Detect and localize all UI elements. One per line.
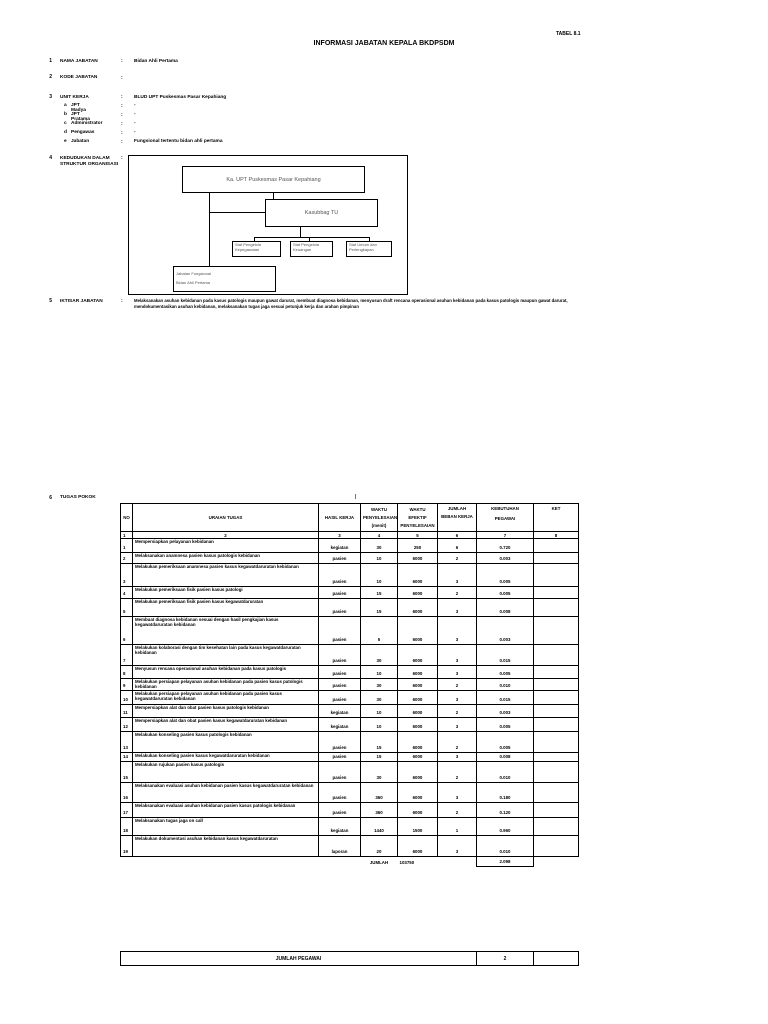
row-hasil: kegiatan <box>319 818 361 836</box>
row-kebutuhan: 0.010 <box>477 679 534 691</box>
unit-kerja-value: BLUD UPT Puskesmas Pasar Kepahiang <box>134 95 227 100</box>
row-jumlah: 2 <box>438 587 477 599</box>
jumlah-pegawai-label: JUMLAH PEGAWAI <box>121 952 477 966</box>
tugas-table <box>120 503 579 867</box>
row-jumlah: 2 <box>438 679 477 691</box>
row-jumlah: 3 <box>438 691 477 705</box>
row-efektif: 6000 <box>398 732 438 753</box>
header-jumlah-1: JUMLAH <box>447 506 467 511</box>
row-waktu: 10 <box>361 705 398 718</box>
row-ket <box>534 553 579 564</box>
row-kebutuhan: 0.960 <box>477 818 534 836</box>
row-waktu: 30 <box>361 645 398 666</box>
row-uraian: Mempersiapkan alat dan obat pasien kasus kegawatdaruratan kebidanan <box>133 718 319 732</box>
row-uraian: Melakukan konseling pasien kasus patologis kebidanan <box>133 732 319 753</box>
row-kebutuhan: 0.005 <box>477 718 534 732</box>
row-uraian: Menyusun rencana operasional asuhan kebidanan pada kasus patologis <box>133 666 319 679</box>
row-hasil: pasien <box>319 666 361 679</box>
row-waktu: 10 <box>361 564 398 587</box>
item-number: 1 <box>49 58 52 64</box>
row-no: 5 <box>121 599 133 617</box>
tabel-code: TABEL 8.1 <box>556 31 581 37</box>
header-kebutuhan-2: PEGAWAI <box>494 516 516 521</box>
header-waktu-2: PENYELESAIAN <box>363 515 398 520</box>
sub-letter: b <box>64 112 67 117</box>
row-waktu: 15 <box>361 587 398 599</box>
row-uraian: Melaksanakan tugas jaga on call <box>133 818 319 836</box>
row-ket <box>534 679 579 691</box>
colon: : <box>121 139 123 145</box>
org-box-ka-upt: Ka. UPT Puskesmas Pasar Kepahiang <box>182 166 365 193</box>
jumlah-pegawai-table <box>120 951 579 966</box>
sub-value: Fungsional tertentu bidan ahli pertama <box>134 139 223 144</box>
row-hasil: pasien <box>319 587 361 599</box>
total-efektif: 103750 <box>399 859 415 865</box>
row-uraian: Melakukan konseling pasien kasus kegawatdaruratan kebidanan <box>133 753 319 762</box>
row-uraian: Mempersiapkan alat dan obat pasien kasus patologis kebidanan <box>133 705 319 718</box>
table-row <box>121 599 579 617</box>
header-jumlah <box>438 504 477 532</box>
row-efektif: 6000 <box>398 718 438 732</box>
row-jumlah: 3 <box>438 617 477 645</box>
row-hasil: pasien <box>319 762 361 783</box>
row-jumlah: 2 <box>438 705 477 718</box>
row-jumlah: 3 <box>438 783 477 803</box>
row-no: 14 <box>121 753 133 762</box>
row-ket <box>534 718 579 732</box>
header-efektif-3: PENYELESAIAN <box>400 523 435 528</box>
row-efektif: 6000 <box>398 836 438 857</box>
sub-value: - <box>134 121 136 126</box>
header-waktu-1: WAKTU <box>370 507 388 512</box>
row-ket <box>534 705 579 718</box>
table-row <box>121 818 579 836</box>
header-kebutuhan-1: KEBUTUHAN <box>491 506 519 511</box>
row-no: 11 <box>121 705 133 718</box>
ikhtisar-line-1: Melaksanakan asuhan kebidanan pada kasus patologis maupun gawat darurat, membuat diagnosa kebidanan, menyusun draft rencana operasional asuhan kebidanan pada kasus patologis maupun gawat darurat, <box>134 298 568 303</box>
header-uraian: URAIAN TUGAS <box>133 504 319 532</box>
row-hasil: kegiatan <box>319 539 361 553</box>
row-waktu: 10 <box>361 553 398 564</box>
row-no: 8 <box>121 666 133 679</box>
row-waktu: 360 <box>361 783 398 803</box>
table-row <box>121 705 579 718</box>
org-connector <box>209 212 265 213</box>
row-hasil: pasien <box>319 732 361 753</box>
row-efektif: 6000 <box>398 803 438 818</box>
row-efektif: 6000 <box>398 666 438 679</box>
total-kebutuhan: 2.098 <box>477 857 534 867</box>
nama-jabatan-label: NAMA JABATAN <box>60 59 98 64</box>
org-fungsional-line-1: Jabatan Fungsional <box>176 271 211 276</box>
colon: : <box>121 130 123 136</box>
colon: : <box>121 155 123 161</box>
sub-value: - <box>134 112 136 117</box>
row-waktu: 15 <box>361 599 398 617</box>
col-index: 5 <box>398 532 438 539</box>
row-uraian: Melakukan pemeriksaan fisik pasien kasus patologi <box>133 587 319 599</box>
row-no: 6 <box>121 617 133 645</box>
row-uraian: Melakukan dokumentasi asuhan kebidanan kasus kegawatdaruratan <box>133 836 319 857</box>
row-jumlah: 2 <box>438 762 477 783</box>
row-waktu: 30 <box>361 691 398 705</box>
sub-label: Administrator <box>71 121 103 126</box>
row-no: 1 <box>121 539 133 553</box>
sub-value: - <box>134 103 136 108</box>
row-ket <box>534 783 579 803</box>
row-kebutuhan: 0.010 <box>477 762 534 783</box>
sub-letter: e <box>64 139 67 144</box>
kedudukan-label-2: STRUKTUR ORGANISASI <box>60 162 119 167</box>
row-jumlah: 3 <box>438 645 477 666</box>
sub-letter: c <box>64 121 67 126</box>
row-kebutuhan: 0.003 <box>477 553 534 564</box>
row-uraian: Melakukan persiapan pelayanan asuhan kebidanan pada pasien kasus kegawatdaruratan kebidanan <box>133 691 319 705</box>
row-efektif: 6000 <box>398 705 438 718</box>
row-efektif: 250 <box>398 539 438 553</box>
org-fungsional-line-2: Bidan Ahli Pertama <box>176 280 211 285</box>
header-efektif <box>398 504 438 532</box>
row-hasil: kegiatan <box>319 718 361 732</box>
row-jumlah: 2 <box>438 803 477 818</box>
table-row <box>121 564 579 587</box>
row-uraian: Melakukan kolaborasi dengan tim kesehatan lain pada kasus kegawatdaruratan kebidanan <box>133 645 319 666</box>
tugas-pokok-label: TUGAS POKOK <box>60 495 96 500</box>
row-ket <box>534 836 579 857</box>
org-connector <box>209 193 210 266</box>
row-ket <box>534 732 579 753</box>
row-hasil: pasien <box>319 645 361 666</box>
row-jumlah: 2 <box>438 732 477 753</box>
table-row <box>121 836 579 857</box>
table-row <box>121 539 579 553</box>
header-waktu-3: (menit) <box>371 523 387 528</box>
header-efektif-2: EFEKTIF <box>408 515 427 520</box>
row-kebutuhan: 0.003 <box>477 617 534 645</box>
row-waktu: 20 <box>361 836 398 857</box>
item-number: 5 <box>49 298 52 304</box>
column-index-row <box>121 532 579 539</box>
org-box-staf-umum: Staf Umum dan Perlengkapan <box>346 241 392 257</box>
table-row <box>121 617 579 645</box>
col-index: 1 <box>121 532 133 539</box>
table-row <box>121 679 579 691</box>
row-waktu: 360 <box>361 803 398 818</box>
row-waktu: 15 <box>361 753 398 762</box>
row-waktu: 30 <box>361 539 398 553</box>
colon: : <box>121 58 123 64</box>
row-ket <box>534 803 579 818</box>
row-efektif: 6000 <box>398 691 438 705</box>
col-index: 3 <box>319 532 361 539</box>
row-efektif: 6000 <box>398 599 438 617</box>
row-efektif: 1500 <box>398 818 438 836</box>
header-kebutuhan <box>477 504 534 532</box>
col-index: 8 <box>534 532 579 539</box>
row-efektif: 6000 <box>398 645 438 666</box>
page-title: INFORMASI JABATAN KEPALA BKDPSDM <box>313 40 455 47</box>
colon: : <box>121 298 123 304</box>
table-row <box>121 553 579 564</box>
col-index: 4 <box>361 532 398 539</box>
row-no: 16 <box>121 783 133 803</box>
table-row <box>121 691 579 705</box>
table-row <box>121 587 579 599</box>
row-hasil: pasien <box>319 564 361 587</box>
row-jumlah: 1 <box>438 818 477 836</box>
row-kebutuhan: 0.015 <box>477 645 534 666</box>
tick-mark <box>355 494 356 499</box>
sub-label: Pengawas <box>71 130 95 135</box>
row-ket <box>534 762 579 783</box>
row-uraian: Melaksanakan evaluasi asuhan kebidanan pasien kasus patologis kebidanan <box>133 803 319 818</box>
row-kebutuhan: 0.180 <box>477 783 534 803</box>
row-kebutuhan: 0.003 <box>477 705 534 718</box>
row-efektif: 6000 <box>398 587 438 599</box>
row-kebutuhan: 0.005 <box>477 666 534 679</box>
table-row <box>121 645 579 666</box>
item-number: 4 <box>49 155 52 161</box>
nama-jabatan-value: Bidan Ahli Pertama <box>134 59 178 64</box>
row-no: 7 <box>121 645 133 666</box>
col-index: 2 <box>133 532 319 539</box>
ikhtisar-line-2: mendokumentasikan asuhan kebidanan, melaksanakan tugas jaga sesuai petunjuk kerja dan arahan pimpinan <box>134 304 359 309</box>
header-waktu <box>361 504 398 532</box>
row-waktu: 15 <box>361 732 398 753</box>
row-efektif: 6000 <box>398 617 438 645</box>
row-no: 3 <box>121 564 133 587</box>
row-efektif: 6000 <box>398 783 438 803</box>
row-jumlah: 3 <box>438 599 477 617</box>
row-hasil: pasien <box>319 617 361 645</box>
row-efektif: 6000 <box>398 762 438 783</box>
row-uraian: Melakukan pemeriksaan anamnesa pasien kasus kegawatdaruratan kebidanan <box>133 564 319 587</box>
jumlah-pegawai-value: 2 <box>477 952 534 966</box>
table-row <box>121 762 579 783</box>
row-waktu: 10 <box>361 666 398 679</box>
org-connector <box>300 227 301 237</box>
row-ket <box>534 564 579 587</box>
colon: : <box>121 112 123 118</box>
row-kebutuhan: 0.008 <box>477 753 534 762</box>
total-label: JUMLAH <box>369 859 389 865</box>
row-uraian: Melakukan rujukan pasien kasus patologis <box>133 762 319 783</box>
row-uraian: Melaksanakan anamnesa pasien kasus patologis kebidanan <box>133 553 319 564</box>
row-efektif: 6000 <box>398 553 438 564</box>
row-hasil: pasien <box>319 803 361 818</box>
row-kebutuhan: 0.015 <box>477 691 534 705</box>
row-no: 19 <box>121 836 133 857</box>
header-efektif-1: WAKTU <box>409 507 426 512</box>
row-hasil: pasien <box>319 553 361 564</box>
row-no: 2 <box>121 553 133 564</box>
row-jumlah: 3 <box>438 564 477 587</box>
row-ket <box>534 617 579 645</box>
table-row <box>121 732 579 753</box>
unit-kerja-label: UNIT KERJA <box>60 95 89 100</box>
row-hasil: pasien <box>319 753 361 762</box>
row-ket <box>534 645 579 666</box>
row-efektif: 6000 <box>398 564 438 587</box>
row-no: 10 <box>121 691 133 705</box>
row-uraian: Membuat diagnosa kebidanan sesuai dengan hasil pengkajian kasus kegawatdaruratan kebidanan <box>133 617 319 645</box>
row-no: 9 <box>121 679 133 691</box>
row-hasil: pasien <box>319 599 361 617</box>
row-uraian: Melakukan pemeriksaan fisik pasien kasus kegawatdaruratan <box>133 599 319 617</box>
sub-label: JPT Madya <box>71 103 86 113</box>
sub-value: - <box>134 130 136 135</box>
col-index: 6 <box>438 532 477 539</box>
row-ket <box>534 666 579 679</box>
kedudukan-label-1: KEDUDUKAN DALAM <box>60 156 110 161</box>
org-connector <box>254 237 370 238</box>
row-no: 12 <box>121 718 133 732</box>
org-box-staf-kepegawaian: Staf Pengelola Kepegawaian <box>232 241 281 257</box>
row-no: 17 <box>121 803 133 818</box>
row-uraian: Mempersiapkan pelayanan kebidanan <box>133 539 319 553</box>
row-kebutuhan: 0.120 <box>477 803 534 818</box>
row-ket <box>534 587 579 599</box>
jumlah-pegawai-ket <box>534 952 579 966</box>
sub-label: JPT Pratama <box>71 112 90 122</box>
sub-letter: a <box>64 103 67 108</box>
row-jumlah: 3 <box>438 753 477 762</box>
org-box-staf-keuangan: Staf Pengelola Keuangan <box>290 241 333 257</box>
row-kebutuhan: 0.005 <box>477 564 534 587</box>
row-waktu: 30 <box>361 679 398 691</box>
table-row <box>121 783 579 803</box>
org-box-kasubbag-tu: Kasubbag TU <box>265 199 378 227</box>
colon: : <box>121 75 123 81</box>
row-jumlah: 3 <box>438 666 477 679</box>
row-ket <box>534 753 579 762</box>
header-no: NO <box>121 504 133 532</box>
row-kebutuhan: 0.720 <box>477 539 534 553</box>
row-jumlah: 3 <box>438 718 477 732</box>
row-no: 13 <box>121 732 133 753</box>
table-row <box>121 803 579 818</box>
colon: : <box>121 121 123 127</box>
row-hasil: pasien <box>319 691 361 705</box>
row-jumlah: 2 <box>438 553 477 564</box>
row-hasil: pasien <box>319 783 361 803</box>
row-hasil: laporan <box>319 836 361 857</box>
sub-label: Jabatan <box>71 139 90 144</box>
col-index: 7 <box>477 532 534 539</box>
header-hasil: HASIL KERJA <box>319 504 361 532</box>
row-jumlah: 6 <box>438 539 477 553</box>
table-row <box>121 718 579 732</box>
colon: : <box>121 94 123 100</box>
colon: : <box>121 103 123 109</box>
row-waktu: 10 <box>361 718 398 732</box>
total-row <box>121 857 579 867</box>
header-ket: KET <box>534 504 579 532</box>
row-kebutuhan: 0.005 <box>477 732 534 753</box>
kode-jabatan-label: KODE JABATAN <box>60 75 98 80</box>
row-ket <box>534 599 579 617</box>
row-kebutuhan: 0.010 <box>477 836 534 857</box>
row-kebutuhan: 0.005 <box>477 587 534 599</box>
table-row <box>121 666 579 679</box>
row-ket <box>534 818 579 836</box>
ikhtisar-label: IKTISAR JABATAN <box>60 299 103 304</box>
row-uraian: Melakukan persiapan pelayanan asuhan kebidanan pada pasien kasus patologis kebidanan <box>133 679 319 691</box>
row-no: 15 <box>121 762 133 783</box>
row-uraian: Melaksanakan evaluasi asuhan kebidanan pasien kasus kegawatdaruratan kebidanan <box>133 783 319 803</box>
row-hasil: pasien <box>319 679 361 691</box>
row-kebutuhan: 0.008 <box>477 599 534 617</box>
row-ket <box>534 691 579 705</box>
item-number: 6 <box>49 495 52 501</box>
row-jumlah: 3 <box>438 836 477 857</box>
item-number: 3 <box>49 94 52 100</box>
header-jumlah-2: BEBAN KERJA <box>441 514 473 519</box>
row-efektif: 6000 <box>398 679 438 691</box>
row-no: 4 <box>121 587 133 599</box>
row-hasil: kegiatan <box>319 705 361 718</box>
table-header-row <box>121 504 579 532</box>
row-ket <box>534 539 579 553</box>
table-row <box>121 753 579 762</box>
row-efektif: 6000 <box>398 753 438 762</box>
item-number: 2 <box>49 74 52 80</box>
sub-letter: d <box>64 130 67 135</box>
org-box-jabatan-fungsional <box>173 266 276 292</box>
row-waktu: 1440 <box>361 818 398 836</box>
row-waktu: 30 <box>361 762 398 783</box>
row-no: 18 <box>121 818 133 836</box>
row-waktu: 5 <box>361 617 398 645</box>
